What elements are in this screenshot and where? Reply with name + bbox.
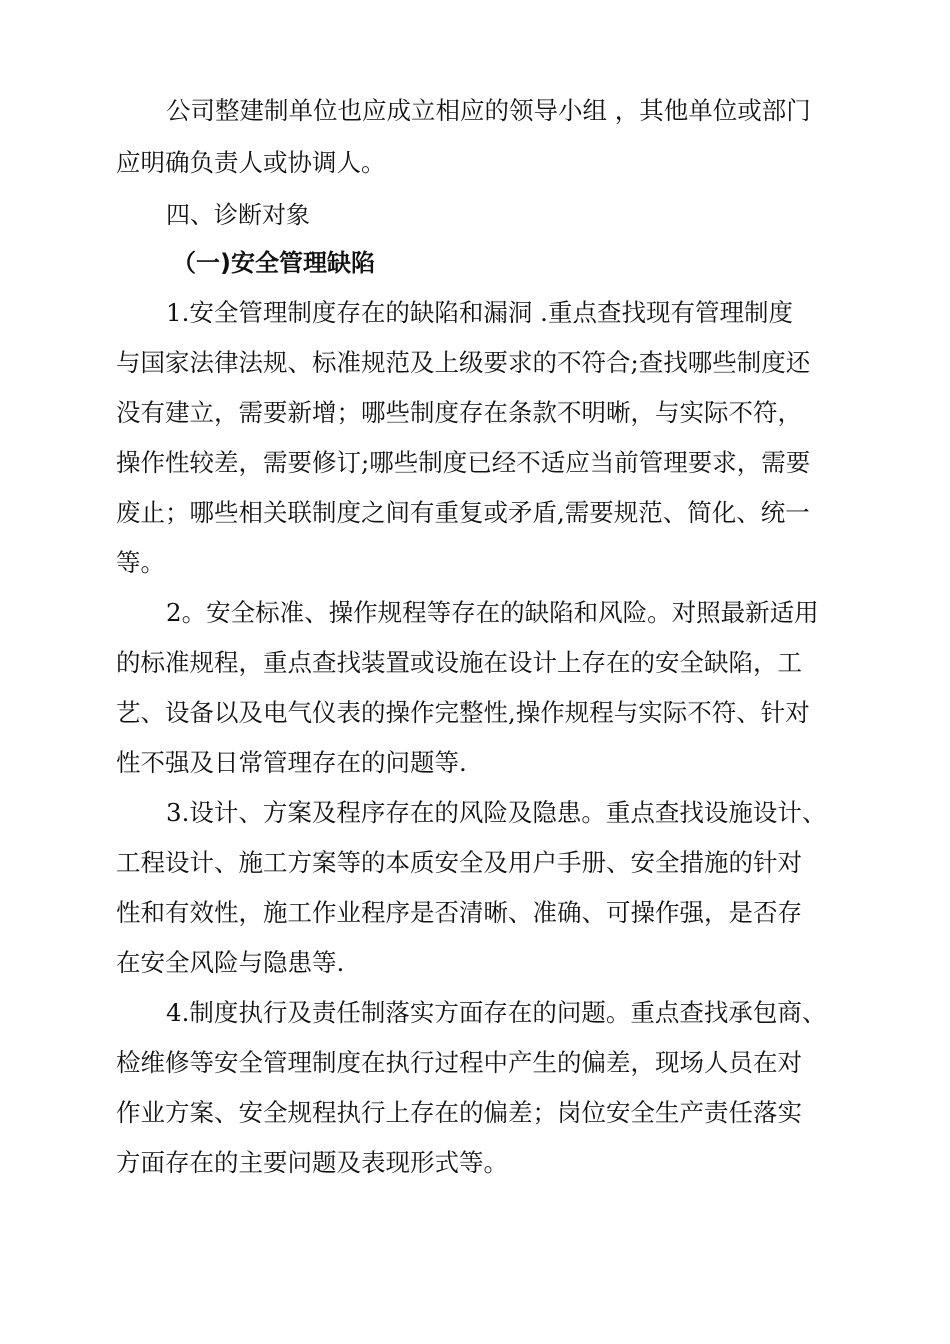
paragraph-line: 在安全风险与隐患等.	[116, 948, 345, 977]
subsection-heading: （一)安全管理缺陷	[172, 249, 375, 277]
paragraph-line: 4.制度执行及责任制落实方面存在的问题。重点查找承包商、	[166, 998, 827, 1027]
paragraph-line: 与国家法律法规、标准规范及上级要求的不符合;查找哪些制度还	[116, 348, 811, 377]
section-heading: 四、诊断对象	[166, 201, 310, 229]
paragraph-line: 艺、设备以及电气仪表的操作完整性,操作规程与实际不符、针对	[116, 698, 810, 727]
paragraph-line: 公司整建制单位也应成立相应的领导小组 ，其他单位或部门	[166, 96, 811, 125]
paragraph-line: 工程设计、施工方案等的本质安全及用户手册、安全措施的针对	[116, 848, 802, 877]
paragraph-line: 应明确负责人或协调人。	[116, 148, 386, 177]
paragraph-line: 3.设计、方案及程序存在的风险及隐患。重点查找设施设计、	[166, 798, 827, 827]
paragraph-line: 性和有效性，施工作业程序是否清晰、准确、可操作强，是否存	[116, 898, 802, 927]
paragraph-line: 2。安全标准、操作规程等存在的缺陷和风险。对照最新适用	[166, 598, 819, 627]
paragraph-line: 性不强及日常管理存在的问题等.	[116, 748, 467, 777]
paragraph-line: 方面存在的主要问题及表现形式等。	[116, 1148, 508, 1177]
paragraph-line: 没有建立，需要新增；哪些制度存在条款不明晰，与实际不符，	[116, 398, 802, 427]
paragraph-line: 的标准规程，重点查找装置或设施在设计上存在的安全缺陷，工	[116, 648, 802, 677]
paragraph-line: 检维修等安全管理制度在执行过程中产生的偏差，现场人员在对	[116, 1048, 802, 1077]
paragraph-line: 1.安全管理制度存在的缺陷和漏洞 .重点查找现有管理制度	[166, 298, 793, 327]
paragraph-line: 作业方案、安全规程执行上存在的偏差；岗位安全生产责任落实	[116, 1098, 802, 1127]
paragraph-line: 操作性较差，需要修订;哪些制度已经不适应当前管理要求，需要	[116, 448, 811, 477]
paragraph-line: 等。	[116, 548, 165, 577]
paragraph-line: 废止；哪些相关联制度之间有重复或矛盾,需要规范、简化、统一	[116, 498, 810, 527]
